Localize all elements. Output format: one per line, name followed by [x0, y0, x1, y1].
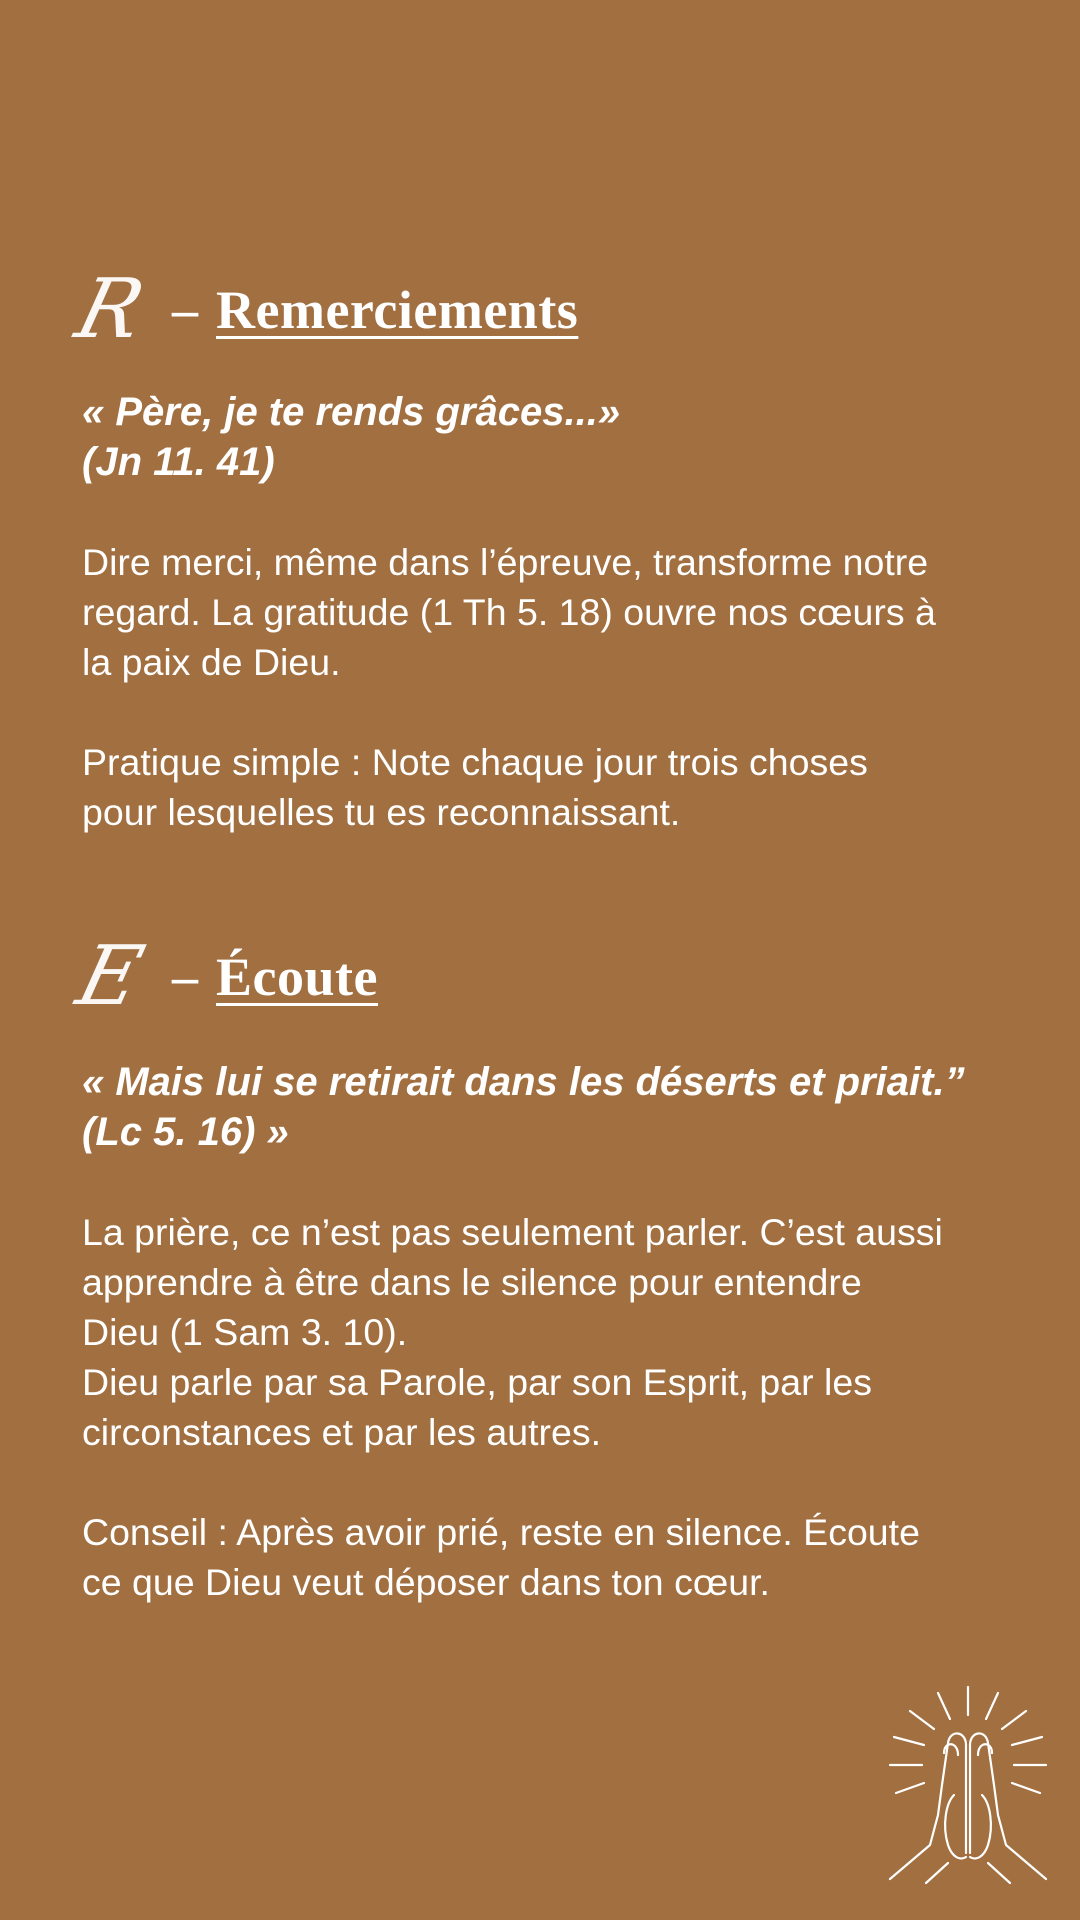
quote-text: « Père, je te rends grâces...»: [82, 390, 621, 434]
script-initial: R: [67, 262, 153, 357]
section-title: Remerciements: [216, 280, 579, 340]
paragraph-line: circonstances et par les autres.: [82, 1411, 601, 1453]
praying-hands-icon: [888, 1685, 1048, 1885]
paragraph-line: la paix de Dieu.: [82, 641, 341, 683]
paragraph-line: Dieu parle par sa Parole, par son Esprit, par les: [82, 1361, 872, 1403]
quote-reference: (Jn 11. 41): [82, 440, 275, 484]
paragraph-line: Pratique simple : Note chaque jour trois choses: [82, 741, 868, 783]
practice-paragraph: [82, 737, 1040, 837]
body-paragraph: [82, 537, 1040, 687]
paragraph-line: La prière, ce n’est pas seulement parler. C’est aussi: [82, 1211, 943, 1253]
section-ecoute: [68, 922, 1040, 1607]
paragraph-line: Dieu (1 Sam 3. 10).: [82, 1311, 408, 1353]
section-remerciements: [67, 255, 1040, 837]
quote-reference: (Lc 5. 16) »: [82, 1110, 289, 1154]
bible-quote: [82, 387, 1040, 487]
paragraph-line: Dire merci, même dans l’épreuve, transforme notre: [82, 541, 929, 583]
section-heading: [62, 922, 1040, 1032]
section-title: Écoute: [216, 947, 378, 1007]
paragraph-line: ce que Dieu veut déposer dans ton cœur.: [82, 1561, 770, 1603]
paragraph-line: pour lesquelles tu es reconnaissant.: [82, 791, 681, 833]
paragraph-line: regard. La gratitude (1 Th 5. 18) ouvre nos cœurs à: [82, 591, 936, 633]
body-paragraph: [82, 1207, 1040, 1457]
quote-text: « Mais lui se retirait dans les déserts et priait.”: [82, 1060, 965, 1104]
script-initial: E: [68, 929, 152, 1024]
heading-dash: –: [172, 281, 198, 339]
bible-quote: [82, 1057, 1040, 1157]
paragraph-line: Conseil : Après avoir prié, reste en silence. Écoute: [82, 1511, 920, 1553]
section-heading: [62, 255, 1040, 365]
advice-paragraph: [82, 1507, 1040, 1607]
paragraph-line: apprendre à être dans le silence pour entendre: [82, 1261, 862, 1303]
heading-dash: –: [172, 948, 198, 1006]
